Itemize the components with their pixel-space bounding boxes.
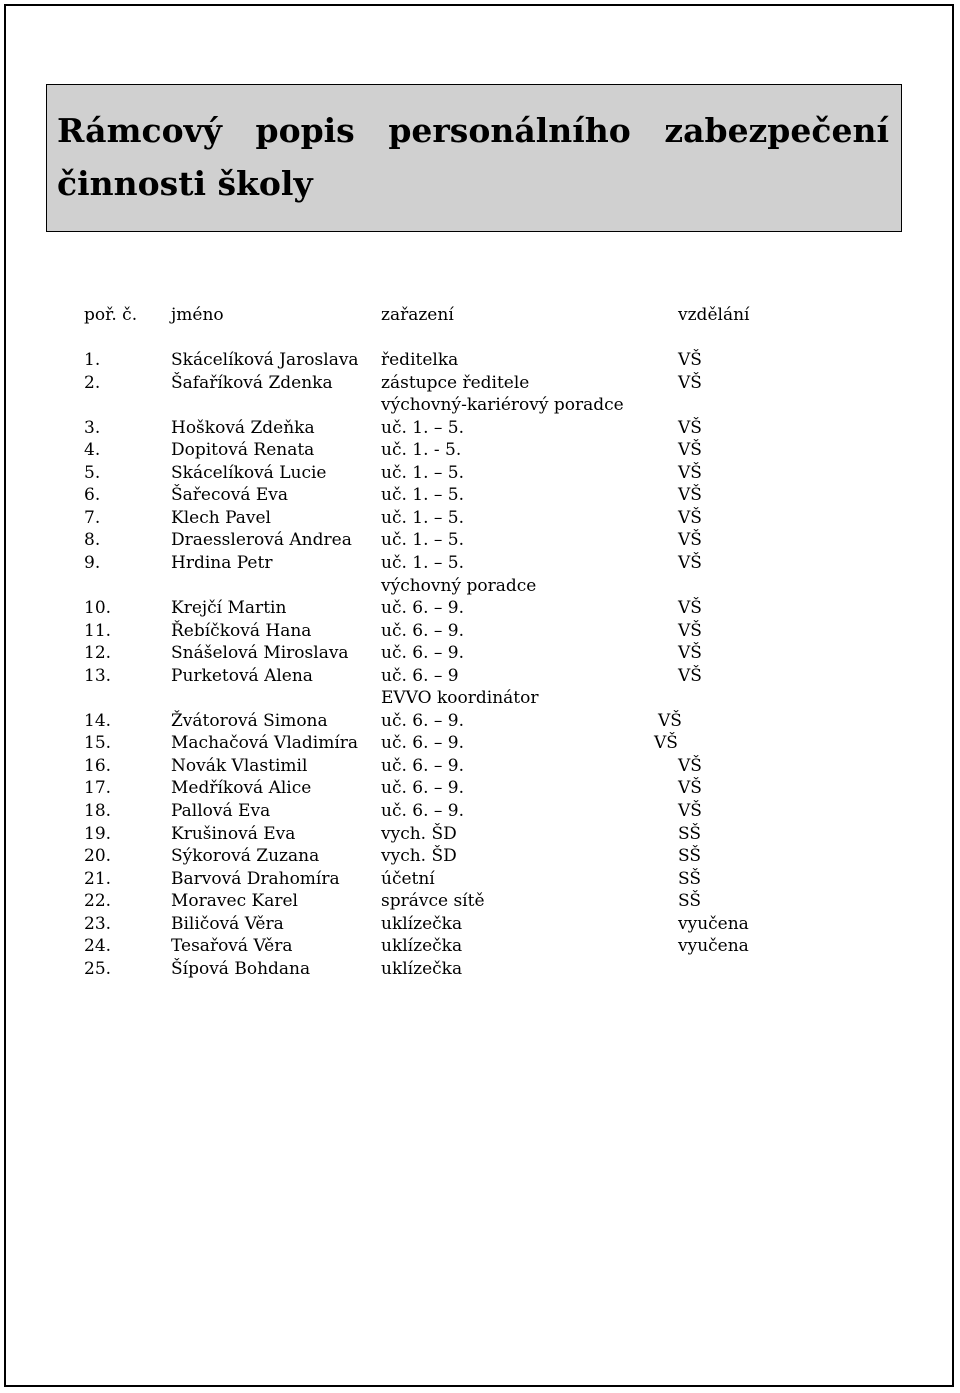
row-number: 13. [84,666,112,686]
row-number: 6. [84,485,101,505]
row-role: uč. 1. - 5. [381,440,462,460]
row-name: Draesslerová Andrea [171,530,352,550]
row-number: 5. [84,463,101,483]
header-name: jméno [171,305,224,325]
row-role: zástupce ředitele [381,373,530,393]
row-name: Šařecová Eva [171,485,289,505]
row-number: 15. [84,733,112,753]
row-education: SŠ [678,869,701,889]
row-number: 14. [84,711,112,731]
row-education: VŠ [678,801,702,821]
row-number: 19. [84,824,112,844]
row-education: VŠ [678,373,702,393]
row-role: uklízečka [381,936,463,956]
row-number: 4. [84,440,101,460]
row-education: VŠ [678,621,702,641]
row-education: SŠ [678,846,701,866]
row-name: Šípová Bohdana [171,959,311,979]
row-name: Barvová Drahomíra [171,869,340,889]
row-role: uč. 6. – 9. [381,621,465,641]
row-name: Machačová Vladimíra [171,733,359,753]
row-number: 2. [84,373,101,393]
row-education: vyučena [678,914,749,934]
row-number: 24. [84,936,112,956]
row-role: EVVO koordinátor [381,688,539,708]
row-name: Dopitová Renata [171,440,315,460]
row-education: vyučena [678,936,749,956]
row-name: Skácelíková Lucie [171,463,327,483]
row-number: 1. [84,350,101,370]
row-role: ředitelka [381,350,459,370]
row-name: Pallová Eva [171,801,271,821]
row-education: VŠ [678,598,702,618]
row-name: Řebíčková Hana [171,621,312,641]
row-role: správce sítě [381,891,485,911]
row-role: uč. 1. – 5. [381,508,465,528]
row-education: VŠ [678,530,702,550]
row-role: uč. 6. – 9. [381,643,465,663]
row-number: 9. [84,553,101,573]
row-role: uč. 6. – 9. [381,711,465,731]
row-number: 23. [84,914,112,934]
row-role: účetní [381,869,435,889]
row-number: 12. [84,643,112,663]
row-number: 18. [84,801,112,821]
row-education: VŠ [678,508,702,528]
row-number: 10. [84,598,112,618]
row-education: SŠ [678,891,701,911]
row-role: výchovný poradce [381,576,537,596]
row-number: 22. [84,891,112,911]
row-name: Hošková Zdeňka [171,418,315,438]
row-role: výchovný-kariérový poradce [381,395,624,415]
page-title-line-1: Rámcový popis personálního zabezpečení [57,111,889,150]
row-role: uč. 6. – 9. [381,778,465,798]
row-education: VŠ [678,440,702,460]
row-role: uč. 6. – 9. [381,801,465,821]
row-name: Žvátorová Simona [171,711,328,731]
row-number: 8. [84,530,101,550]
row-name: Purketová Alena [171,666,313,686]
row-name: Snášelová Miroslava [171,643,349,663]
row-role: vych. ŠD [381,846,457,866]
row-education: VŠ [678,485,702,505]
row-education: VŠ [658,711,682,731]
row-role: uč. 6. – 9. [381,598,465,618]
row-name: Novák Vlastimil [171,756,308,776]
row-role: uč. 6. – 9 [381,666,459,686]
row-education: VŠ [654,733,678,753]
row-name: Biličová Věra [171,914,284,934]
row-education: VŠ [678,756,702,776]
row-name: Šafaříková Zdenka [171,373,333,393]
row-name: Hrdina Petr [171,553,273,573]
row-education: VŠ [678,643,702,663]
row-education: VŠ [678,778,702,798]
row-name: Krušinová Eva [171,824,296,844]
row-role: uč. 6. – 9. [381,733,465,753]
row-name: Tesařová Věra [171,936,293,956]
row-number: 17. [84,778,112,798]
header-number: poř. č. [84,305,138,325]
row-name: Skácelíková Jaroslava [171,350,359,370]
row-name: Moravec Karel [171,891,298,911]
row-education: VŠ [678,463,702,483]
row-number: 7. [84,508,101,528]
row-number: 25. [84,959,112,979]
row-education: VŠ [678,666,702,686]
row-role: uč. 1. – 5. [381,485,465,505]
row-role: uč. 1. – 5. [381,463,465,483]
header-role: zařazení [381,305,454,325]
row-role: uč. 1. – 5. [381,418,465,438]
row-number: 11. [84,621,112,641]
row-role: uklízečka [381,959,463,979]
row-name: Medříková Alice [171,778,312,798]
row-number: 20. [84,846,112,866]
row-name: Sýkorová Zuzana [171,846,320,866]
page-title-line-2: činnosti školy [57,164,313,203]
row-education: VŠ [678,350,702,370]
row-number: 3. [84,418,101,438]
row-name: Klech Pavel [171,508,271,528]
row-role: uč. 1. – 5. [381,553,465,573]
row-number: 16. [84,756,112,776]
row-name: Krejčí Martin [171,598,287,618]
row-role: uklízečka [381,914,463,934]
row-education: VŠ [678,553,702,573]
row-education: SŠ [678,824,701,844]
row-role: uč. 6. – 9. [381,756,465,776]
header-education: vzdělání [678,305,750,325]
row-education: VŠ [678,418,702,438]
row-role: vych. ŠD [381,824,457,844]
row-number: 21. [84,869,112,889]
row-role: uč. 1. – 5. [381,530,465,550]
